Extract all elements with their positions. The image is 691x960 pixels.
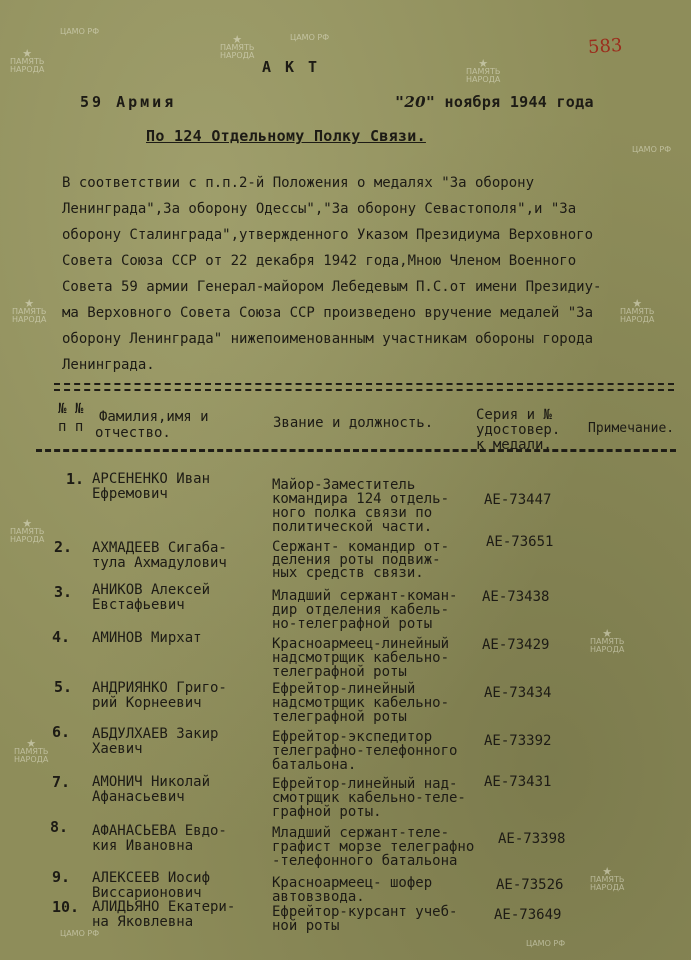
header-name-2: отчество. (95, 425, 171, 441)
row-name-2: Евстафьевич (92, 597, 185, 613)
star-icon: ★ (602, 865, 613, 878)
row-rank-3: телеграфной роты (272, 664, 407, 680)
header-no-2: п п (58, 419, 84, 435)
watermark: ★ ПАМЯТЬ НАРОДА (590, 865, 625, 892)
body-line: Ленинграда. (62, 357, 155, 373)
row-rank-2: командира 124 отдель- (272, 491, 450, 507)
row-medal: АЕ-73398 (498, 831, 566, 847)
row-rank-1: Ефрейтор-курсант учеб- (272, 904, 458, 920)
row-rank-1: Красноармеец- шофер (272, 875, 433, 891)
row-rank-1: Ефрейтор-экспедитор (272, 729, 433, 745)
star-icon: ★ (232, 33, 243, 46)
row-rank-2: телеграфно-телефонного (272, 743, 458, 759)
watermark-archive: ЦАМО РФ (632, 145, 672, 154)
watermark: ★ ПАМЯТЬ НАРОДА (220, 33, 255, 60)
body-line: оборону Сталинграда",утвержденного Указом Президиума Верховного (62, 227, 594, 243)
header-medal-2: удостовер. (476, 422, 561, 438)
header-no-1: № № (58, 401, 84, 417)
row-name-1: АНДРИЯНКО Григо- (92, 680, 227, 696)
document-title: АКТ (262, 58, 332, 76)
row-name-1: АФАНАСЬЕВА Евдо- (92, 823, 227, 839)
header-medal-3: к медали. (476, 437, 552, 453)
row-number: 2. (54, 538, 73, 556)
row-number: 8. (50, 818, 69, 836)
body-line: ма Верховного Совета Союза ССР произведено вручение медалей "За (62, 305, 594, 321)
header-note: Примечание. (588, 421, 675, 436)
row-name-2: Виссарионович (92, 885, 202, 901)
watermark: ★ ПАМЯТЬ НАРОДА (466, 57, 501, 84)
row-rank-2: надсмотрщик кабельно- (272, 695, 450, 711)
row-rank-3: ных средств связи. (272, 565, 424, 581)
watermark-archive: ЦАМО РФ (290, 33, 330, 42)
row-rank-2: графист морзе телеграфно (272, 839, 475, 855)
row-name-2: тула Ахмадулович (92, 555, 227, 571)
row-name-2: на Яковлевна (92, 914, 194, 930)
table-top-rule (54, 383, 674, 385)
document-date: "20" ноября 1944 года (395, 93, 594, 111)
row-rank-1: Ефрейтор-линейный над- (272, 776, 458, 792)
date-rest: ноября 1944 года (435, 93, 594, 111)
header-name-1: Фамилия,имя и (99, 409, 209, 425)
row-rank-2: ной роты (272, 918, 340, 934)
watermark-archive: ЦАМО РФ (60, 27, 100, 36)
row-name-2: Хаевич (92, 741, 143, 757)
row-rank-1: Красноармеец-линейный (272, 636, 450, 652)
row-rank-4: политической части. (272, 519, 433, 535)
archive-page-number: 583 (587, 34, 624, 59)
row-rank-2: смотрщик кабельно-теле- (272, 790, 466, 806)
row-medal: АЕ-73651 (486, 534, 554, 550)
star-icon: ★ (22, 47, 33, 60)
row-rank-3: батальона. (272, 757, 357, 773)
header-medal-1: Серия и № (476, 407, 552, 423)
row-name-2: рий Корнеевич (92, 695, 202, 711)
star-icon: ★ (632, 297, 643, 310)
watermark-archive: ЦАМО РФ (60, 929, 100, 938)
row-number: 3. (54, 583, 73, 601)
row-rank-3: ного полка связи по (272, 505, 433, 521)
row-name-2: Ефремович (92, 486, 168, 502)
row-name-2: Афанасьевич (92, 789, 185, 805)
row-medal: АЕ-73447 (484, 492, 552, 508)
row-rank-1: Сержант- командир от- (272, 539, 450, 555)
row-name-1: АНИКОВ Алексей (92, 582, 211, 598)
body-line: Ленинграда",За оборону Одессы","За оборону Севастополя",и "За (62, 201, 577, 217)
star-icon: ★ (24, 297, 35, 310)
row-number: 5. (54, 678, 73, 696)
body-line: оборону Ленинграда" нижепоименованным участникам обороны города (62, 331, 594, 347)
row-rank-2: деления роты подвиж- (272, 552, 441, 568)
watermark: ★ ПАМЯТЬ НАРОДА (620, 297, 655, 324)
row-medal: АЕ-73434 (484, 685, 552, 701)
row-name-1: АРСЕНЕНКО Иван (92, 471, 211, 487)
row-rank-1: Майор-Заместитель (272, 477, 416, 493)
row-rank-1: Младший сержант-коман- (272, 588, 458, 604)
row-rank-1: Младший сержант-теле- (272, 825, 450, 841)
row-number: 9. (52, 868, 71, 886)
row-number: 7. (52, 773, 71, 791)
star-icon: ★ (602, 627, 613, 640)
header-rank: Звание и должность. (273, 415, 434, 431)
row-number: 6. (52, 723, 71, 741)
row-name-1: АБДУЛХАЕВ Закир (92, 726, 219, 742)
watermark: ★ ПАМЯТЬ НАРОДА (10, 47, 45, 74)
row-number: 4. (52, 628, 71, 646)
row-medal: АЕ-73438 (482, 589, 550, 605)
row-name-1: АЛЕКСЕЕВ Иосиф (92, 870, 211, 886)
row-rank-2: дир отделения кабель- (272, 602, 450, 618)
row-name-1: АМОНИЧ Николай (92, 774, 211, 790)
row-medal: АЕ-73526 (496, 877, 564, 893)
watermark-archive: ЦАМО РФ (526, 939, 566, 948)
row-rank-2: надсмотрщик кабельно- (272, 650, 450, 666)
table-top-rule (54, 389, 674, 391)
date-day: 20 (404, 93, 426, 111)
unit-heading: По 124 Отдельному Полку Связи. (146, 127, 426, 145)
row-name-1: АМИНОВ Мирхат (92, 630, 202, 646)
body-line: В соответствии с п.п.2-й Положения о медалях "За оборону (62, 175, 535, 191)
row-rank-3: телеграфной роты (272, 709, 407, 725)
watermark: ★ ПАМЯТЬ НАРОДА (10, 517, 45, 544)
row-rank-3: графной роты. (272, 804, 382, 820)
row-rank-3: но-телеграфной роты (272, 616, 433, 632)
row-name-1: АХМАДЕЕВ Сигаба- (92, 540, 227, 556)
star-icon: ★ (22, 517, 33, 530)
body-line: Совета 59 армии Генерал-майором Лебедевым П.С.от имени Президиу- (62, 279, 602, 295)
body-line: Совета Союза ССР от 22 декабря 1942 года,Мною Членом Военного (62, 253, 577, 269)
row-number: 1. (66, 470, 85, 488)
row-medal: АЕ-73392 (484, 733, 552, 749)
row-rank-2: автовзвода. (272, 889, 365, 905)
watermark: ★ ПАМЯТЬ НАРОДА (14, 737, 49, 764)
row-medal: АЕ-73429 (482, 637, 550, 653)
row-number: 10. (52, 898, 80, 916)
star-icon: ★ (26, 737, 37, 750)
row-name-2: кия Ивановна (92, 838, 194, 854)
row-medal: АЕ-73431 (484, 774, 552, 790)
row-rank-3: -телефонного батальона (272, 853, 458, 869)
row-medal: АЕ-73649 (494, 907, 562, 923)
row-rank-1: Ефрейтор-линейный (272, 681, 416, 697)
table-header-rule (36, 449, 676, 452)
row-name-1: АЛИДЬЯНО Екатери- (92, 899, 236, 915)
army-label: 59 Армия (80, 93, 177, 111)
watermark: ★ ПАМЯТЬ НАРОДА (12, 297, 47, 324)
star-icon: ★ (478, 57, 489, 70)
watermark: ★ ПАМЯТЬ НАРОДА (590, 627, 625, 654)
